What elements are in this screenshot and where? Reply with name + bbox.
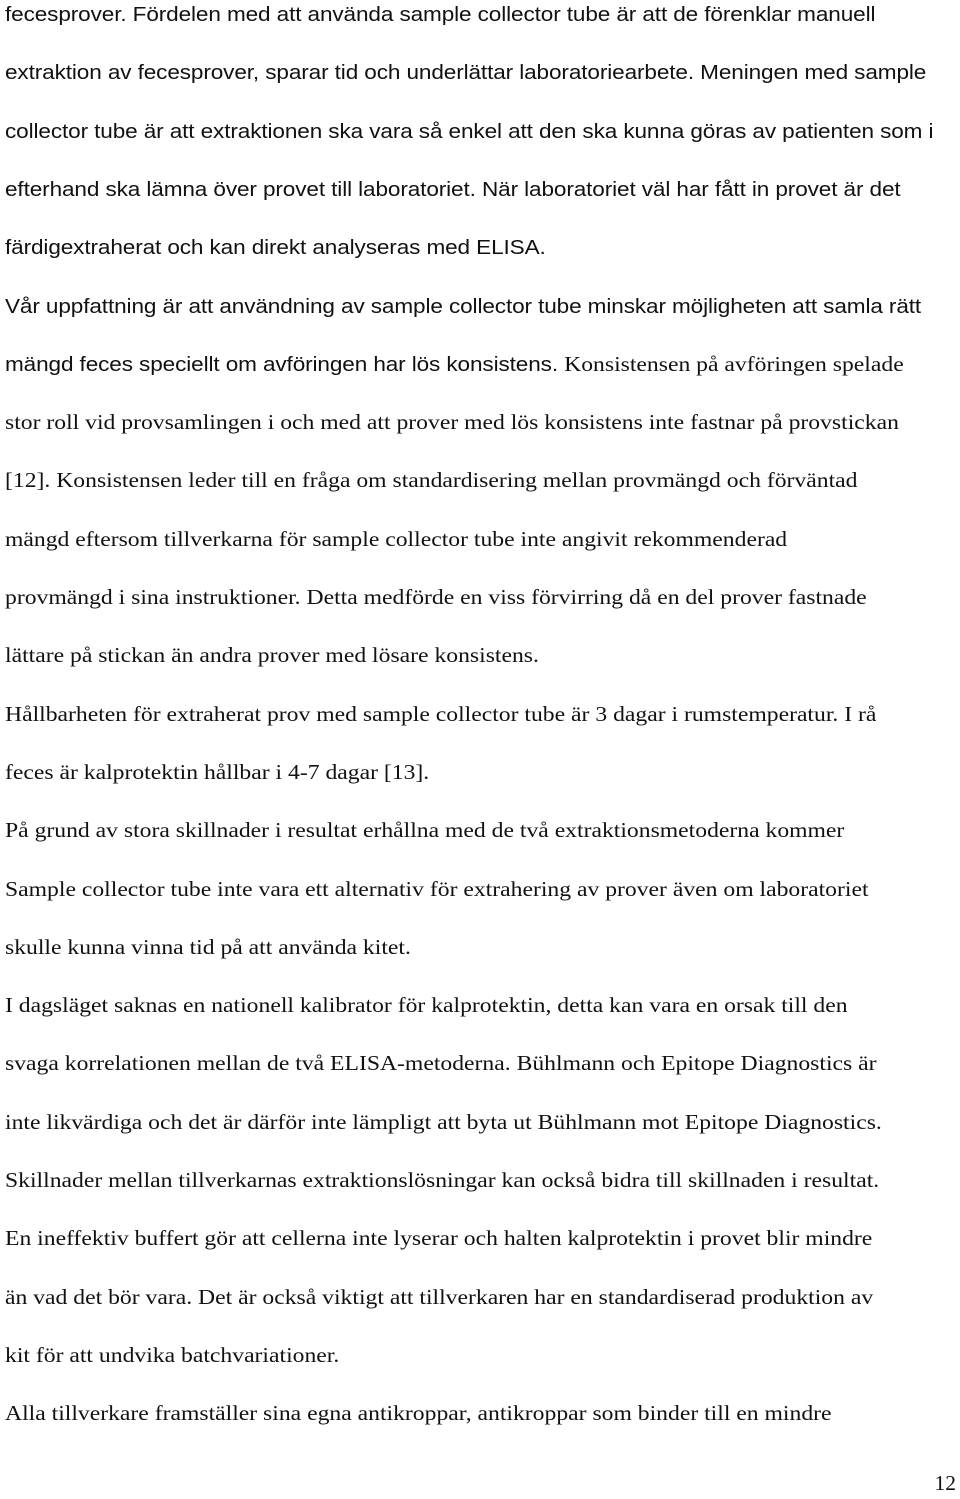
text-segment: Hållbarheten för extraherat prov med sample collector tube är 3 dagar i rumstemperatur. I rå [5,701,877,726]
text-segment: [12]. Konsistensen leder till en fråga om standardisering mellan provmängd och förväntad [5,468,858,493]
text-line [5,992,848,1018]
text-segment: skulle kunna vinna tid på att använda kitet. [5,934,411,959]
text-line [5,1050,877,1076]
text-line [5,934,411,960]
text-segment: Skillnader mellan tillverkarnas extraktionslösningar kan också bidra till skillnaden i resultat. [5,1168,880,1192]
text-line [5,876,869,902]
text-line [5,351,904,378]
text-segment: efterhand ska lämna över provet till laboratoriet. När laboratoriet väl har fått in provet är det [5,177,901,201]
text-segment: mängd eftersom tillverkarna för sample collector tube inte angivit rekommenderad [5,526,788,551]
text-segment: stor roll vid provsamlingen i och med att prover med lös konsistens inte fastnar på provstickan [5,410,899,435]
text-line [5,293,921,320]
text-segment: färdigextraherat och kan direkt analyseras med ELISA. [5,236,546,260]
text-line [5,1167,879,1193]
text-segment: inte likvärdiga och det är därför inte lämpligt att byta ut Bühlmann mot Epitope Diagnostics. [5,1109,882,1134]
text-line [5,59,926,86]
text-segment: Vår uppfattning är att användning av sample collector tube minskar möjligheten att samla rätt [5,294,922,318]
text-segment: feces är kalprotektin hållbar i 4-7 dagar [13]. [5,759,430,784]
text-segment: svaga korrelationen mellan de två ELISA-metoderna. Bühlmann och Epitope Diagnostics är [5,1051,877,1076]
text-line [5,1284,873,1310]
text-line [5,1225,872,1251]
text-segment: Sample collector tube inte vara ett alternativ för extrahering av prover även om laboratoriet [5,876,869,901]
text-line [5,176,901,203]
text-line [5,467,857,493]
text-segment: På grund av stora skillnader i resultat erhållna med de två extraktionsmetoderna kommer [5,818,845,843]
text-line [5,409,899,435]
text-line [5,817,844,843]
text-segment: provmängd i sina instruktioner. Detta medförde en viss förvirring då en del prover fastnade [5,585,867,609]
text-segment: extraktion av fecesprover, sparar tid och underlättar laboratoriearbete. Meningen med sample [5,61,927,85]
text-segment: En ineffektiv buffert gör att cellerna inte lyserar och halten kalprotektin i provet blir mindre [5,1226,873,1251]
text-line [5,526,787,552]
text-segment: I dagsläget saknas en nationell kalibrator för kalprotektin, detta kan vara en orsak till den [5,993,848,1018]
text-segment: Konsistensen på avföringen spelade [564,351,904,376]
text-segment: Alla tillverkare framställer sina egna antikroppar, antikroppar som binder till en mindre [5,1401,832,1426]
text-segment: fecesprover. Fördelen med att använda sample collector tube är att de förenklar manuell [5,3,876,26]
text-segment: collector tube är att extraktionen ska vara så enkel att den ska kunna göras av patienten som i [5,119,934,143]
text-line [5,1400,832,1426]
text-segment: lättare på stickan än andra prover med lösare konsistens. [5,643,539,668]
text-line [5,1,875,28]
text-line [5,759,429,785]
text-segment: kit för att undvika batchvariationer. [5,1342,340,1367]
text-line [5,118,933,145]
text-line [5,642,539,668]
text-line [5,234,546,261]
text-segment: än vad det bör vara. Det är också viktigt att tillverkaren har en standardiserad produktion av [5,1284,874,1309]
text-line [5,1342,339,1368]
text-line [5,584,867,610]
text-segment: mängd feces speciellt om avföringen har lös konsistens. [5,352,565,376]
text-line [5,701,876,727]
page-number: 12 [934,1471,956,1495]
text-line [5,1109,882,1135]
